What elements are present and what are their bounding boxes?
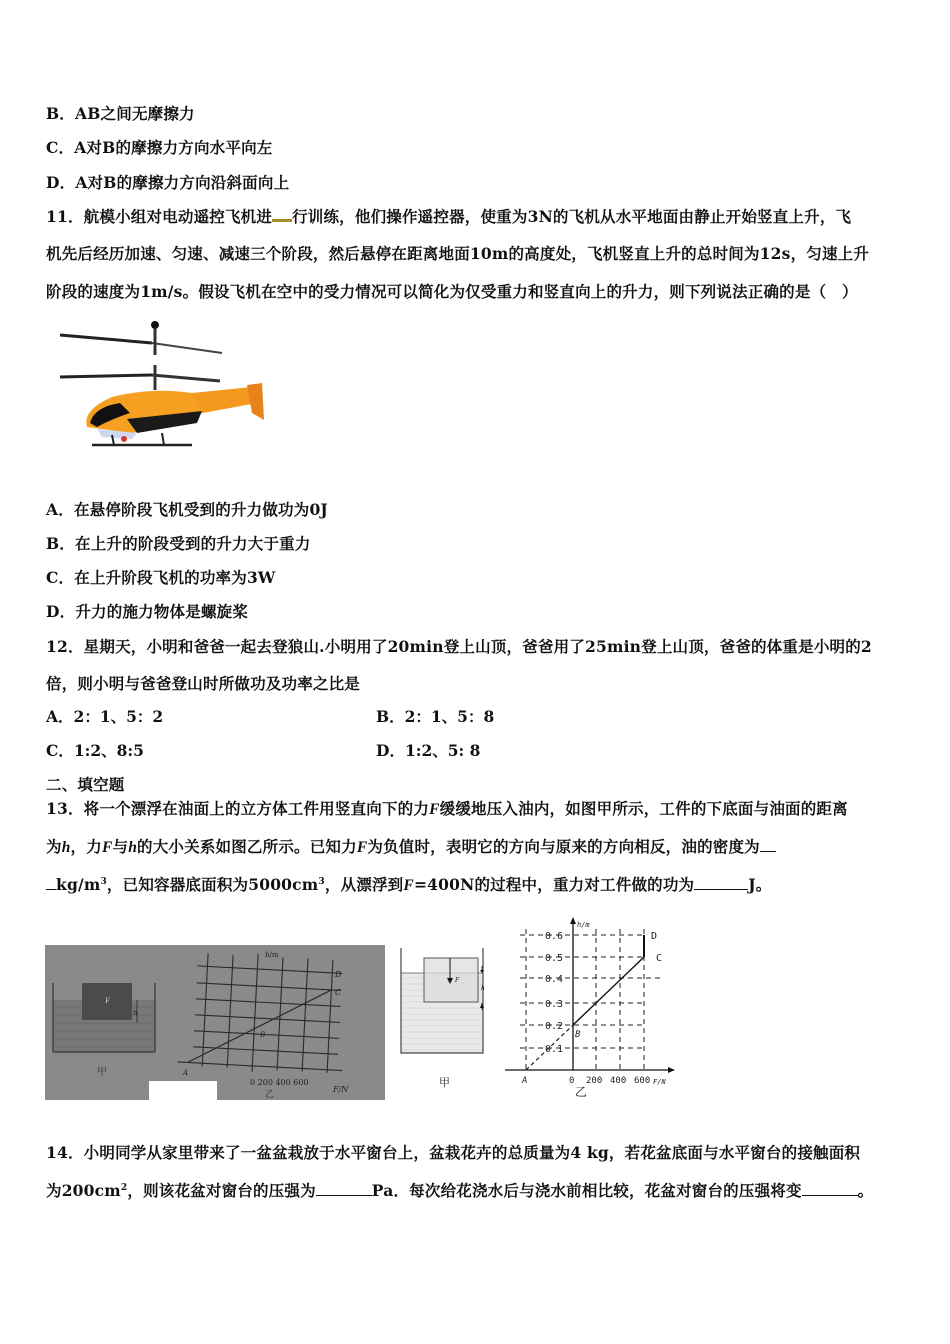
svg-text:0.1: 0.1 xyxy=(545,1044,564,1055)
svg-text:0.3: 0.3 xyxy=(545,999,564,1010)
svg-text:B: B xyxy=(260,1031,266,1039)
answer-blank-pressure[interactable] xyxy=(316,1181,372,1196)
q14-stem-line1: 14．小明同学从家里带来了一盆盆栽放于水平窗台上，盆栽花卉的总质量为4 kg，若花盆底面与水平窗台的接触面积 xyxy=(46,1143,861,1162)
svg-text:D: D xyxy=(335,970,342,979)
q13-stem-line2: 为h，力F与h的大小关系如图乙所示。已知力F为负值时，表明它的方向与原来的方向相反，油的密度为 xyxy=(46,835,776,857)
svg-text:A: A xyxy=(183,1069,189,1077)
svg-text:0: 0 xyxy=(569,1076,575,1086)
q11-option-c: C．在上升阶段飞机的功率为3W xyxy=(46,568,276,587)
svg-text:h/m: h/m xyxy=(577,921,590,929)
q11-option-b: B．在上升的阶段受到的升力大于重力 xyxy=(46,534,311,553)
q11-option-d: D．升力的施力物体是螺旋桨 xyxy=(46,602,249,621)
svg-text:F: F xyxy=(105,997,110,1005)
svg-text:F/N: F/N xyxy=(333,1085,349,1094)
svg-text:0.6: 0.6 xyxy=(545,931,564,942)
svg-text:400: 400 xyxy=(610,1076,627,1086)
answer-blank-density-part2[interactable] xyxy=(46,875,56,890)
svg-text:0.4: 0.4 xyxy=(545,974,564,985)
answer-blank-work[interactable] xyxy=(694,875,748,890)
q12-option-c: C．1:2、8:5 xyxy=(46,741,144,760)
svg-text:h: h xyxy=(481,985,485,992)
answer-blank-pressure-change[interactable] xyxy=(802,1181,858,1196)
svg-text:600: 600 xyxy=(634,1076,651,1086)
svg-text:D: D xyxy=(651,931,658,942)
q13-figure-jia xyxy=(398,918,488,1098)
q10-option-b: B．AB之间无摩擦力 xyxy=(46,104,195,123)
svg-text:甲: 甲 xyxy=(439,1076,450,1089)
answer-blank-density-part1[interactable] xyxy=(760,837,776,852)
svg-text:B: B xyxy=(575,1030,581,1040)
q10-option-d: D．A对B的摩擦力方向沿斜面向上 xyxy=(46,173,290,192)
svg-text:F/N: F/N xyxy=(653,1078,666,1086)
svg-text:200: 200 xyxy=(586,1076,603,1086)
svg-text:0.2: 0.2 xyxy=(545,1021,564,1032)
q12-option-b: B．2：1、5：8 xyxy=(376,707,495,726)
helicopter-image xyxy=(52,315,272,465)
svg-text:C: C xyxy=(656,953,663,964)
q12-stem-line2: 倍，则小明与爸爸登山时所做功及功率之比是 xyxy=(46,674,361,693)
q11-stem-line1: 11．航模小组对电动遥控飞机进 行训练，他们操作遥控器，使重为3N的飞机从水平地面由静止开始竖直上升，飞 xyxy=(46,207,852,226)
q14-stem-line2: 为$200cm^2$，则该花盆对窗台的压强为 Pa．每次给花浇水后与浇水前相比较，花盆对窗台的压强将变 。 xyxy=(46,1181,874,1200)
q10-option-c: C．A对B的摩擦力方向水平向左 xyxy=(46,138,273,157)
svg-text:h: h xyxy=(133,1009,138,1017)
q12-option-a: A．2：1、5：2 xyxy=(46,707,164,726)
q11-stem-line3: 阶段的速度为1m/s。假设飞机在空中的受力情况可以简化为仅受重力和竖直向上的升力，则下列说法正确的是（ ） xyxy=(46,282,858,301)
q13-chart-yi xyxy=(505,915,677,1100)
highlight-mark xyxy=(272,209,292,222)
svg-text:甲: 甲 xyxy=(97,1067,107,1078)
q12-stem-line1: 12．星期天，小明和爸爸一起去登狼山.小明用了20min登上山顶，爸爸用了25min登上山顶，爸爸的体重是小明的2 xyxy=(46,637,872,656)
svg-text:0 200 400 600: 0 200 400 600 xyxy=(250,1078,309,1087)
section-title: 二、填空题 xyxy=(46,775,125,794)
svg-text:h/m: h/m xyxy=(265,951,279,959)
svg-text:A: A xyxy=(522,1076,528,1086)
svg-text:F: F xyxy=(455,977,460,984)
svg-text:乙: 乙 xyxy=(575,1085,588,1099)
svg-text:C: C xyxy=(335,988,342,997)
q11-stem-line2: 机先后经历加速、匀速、减速三个阶段，然后悬停在距离地面10m的高度处，飞机竖直上升的总时间为12s，匀速上升 xyxy=(46,244,870,263)
svg-text:乙: 乙 xyxy=(265,1090,275,1100)
q11-option-a: A．在悬停阶段飞机受到的升力做功为0J xyxy=(46,500,328,519)
q13-photo-figure xyxy=(45,945,385,1100)
q13-stem-line1: 13．将一个漂浮在油面上的立方体工件用竖直向下的力F缓缓地压入油内，如图甲所示，工件的下底面与油面的距离 xyxy=(46,799,848,818)
q12-option-d: D．1:2、5: 8 xyxy=(376,741,481,760)
svg-text:0.5: 0.5 xyxy=(545,953,564,964)
q13-stem-line3: $kg/m^3$，已知容器底面积为$5000cm^3$，从漂浮到F=400N的过程中，重力对工件做的功为 J。 xyxy=(46,873,771,895)
